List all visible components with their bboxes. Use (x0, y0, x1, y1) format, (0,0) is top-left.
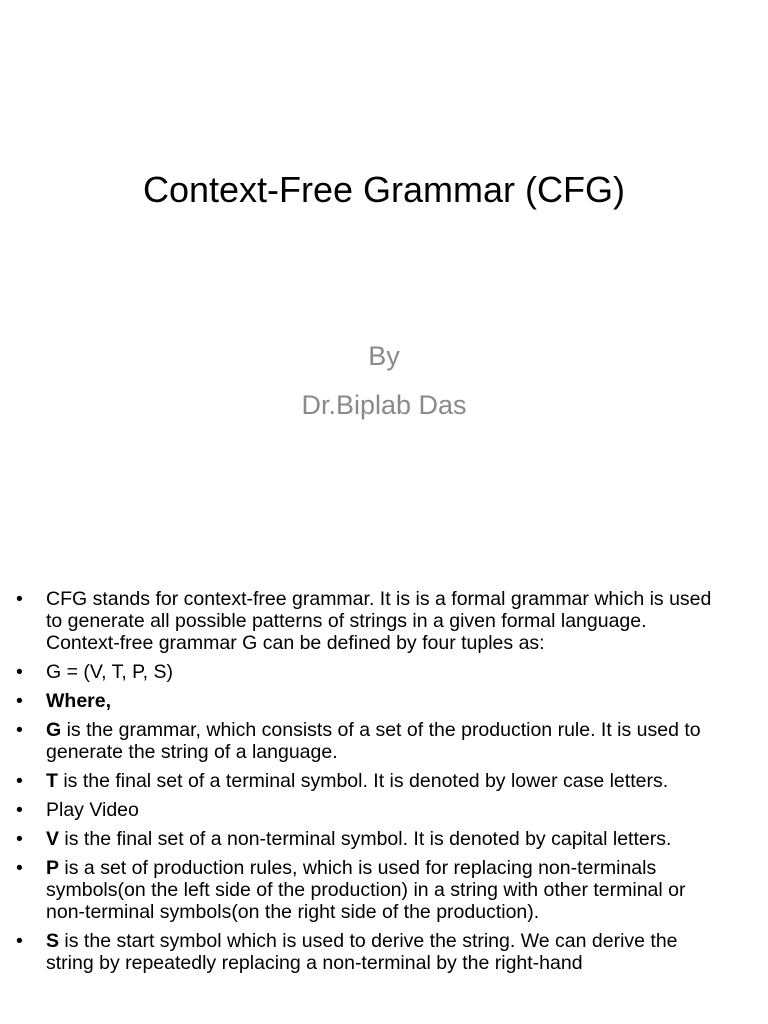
bullet-item (0, 661, 768, 683)
bullet-item (0, 930, 768, 974)
bullet-item (0, 719, 768, 763)
bullet-bold-term: Where, (46, 690, 112, 712)
bullet-icon: • (16, 857, 23, 879)
bullet-bold-term: T (46, 770, 58, 792)
bullet-icon: • (16, 930, 23, 952)
bullet-text: is a set of production rules, which is used for replacing non-terminals symbols(on the left side of the production) in a string with other terminal or non-terminal symbols(on the right side of the production). (46, 857, 686, 923)
slide-title: Context-Free Grammar (CFG) (142, 169, 626, 210)
bullet-bold-term: G (46, 719, 62, 741)
bullet-list (0, 588, 768, 981)
content-slide (0, 576, 768, 1024)
bullet-item (0, 770, 768, 792)
bullet-icon: • (16, 661, 23, 683)
bullet-bold-term: V (46, 828, 60, 850)
bullet-text: is the final set of a non-terminal symbol. It is denoted by capital letters. (59, 828, 672, 850)
bullet-icon: • (16, 719, 23, 741)
bullet-item (0, 828, 768, 850)
bullet-icon: • (16, 828, 23, 850)
bullet-text: is the start symbol which is used to derive the string. We can derive the string by repeatedly replacing a non-terminal by the right-hand (46, 930, 678, 974)
bullet-bold-term: P (46, 857, 60, 879)
bullet-item (0, 799, 768, 821)
bullet-text: Play Video (46, 799, 139, 821)
bullet-text: CFG stands for context-free grammar. It is is a formal grammar which is used to generate all possible patterns of strings in a given formal language. Context-free grammar G can be defined by four tuples as: (46, 588, 712, 654)
author-name: Dr.Biplab Das (301, 390, 467, 420)
bullet-text: is the final set of a terminal symbol. It is denoted by lower case letters. (57, 770, 669, 792)
bullet-item (0, 690, 768, 712)
bullet-item (0, 857, 768, 923)
subtitle-by: By (368, 341, 400, 371)
bullet-bold-term: S (46, 930, 60, 952)
bullet-icon: • (16, 690, 23, 712)
bullet-text: G = (V, T, P, S) (46, 661, 173, 683)
bullet-icon: • (16, 588, 23, 610)
slide-subtitle (0, 332, 768, 430)
bullet-icon: • (16, 799, 23, 821)
bullet-text: is the grammar, which consists of a set of the production rule. It is used to generate the string of a language. (46, 719, 701, 763)
bullet-item (0, 588, 768, 654)
bullet-icon: • (16, 770, 23, 792)
